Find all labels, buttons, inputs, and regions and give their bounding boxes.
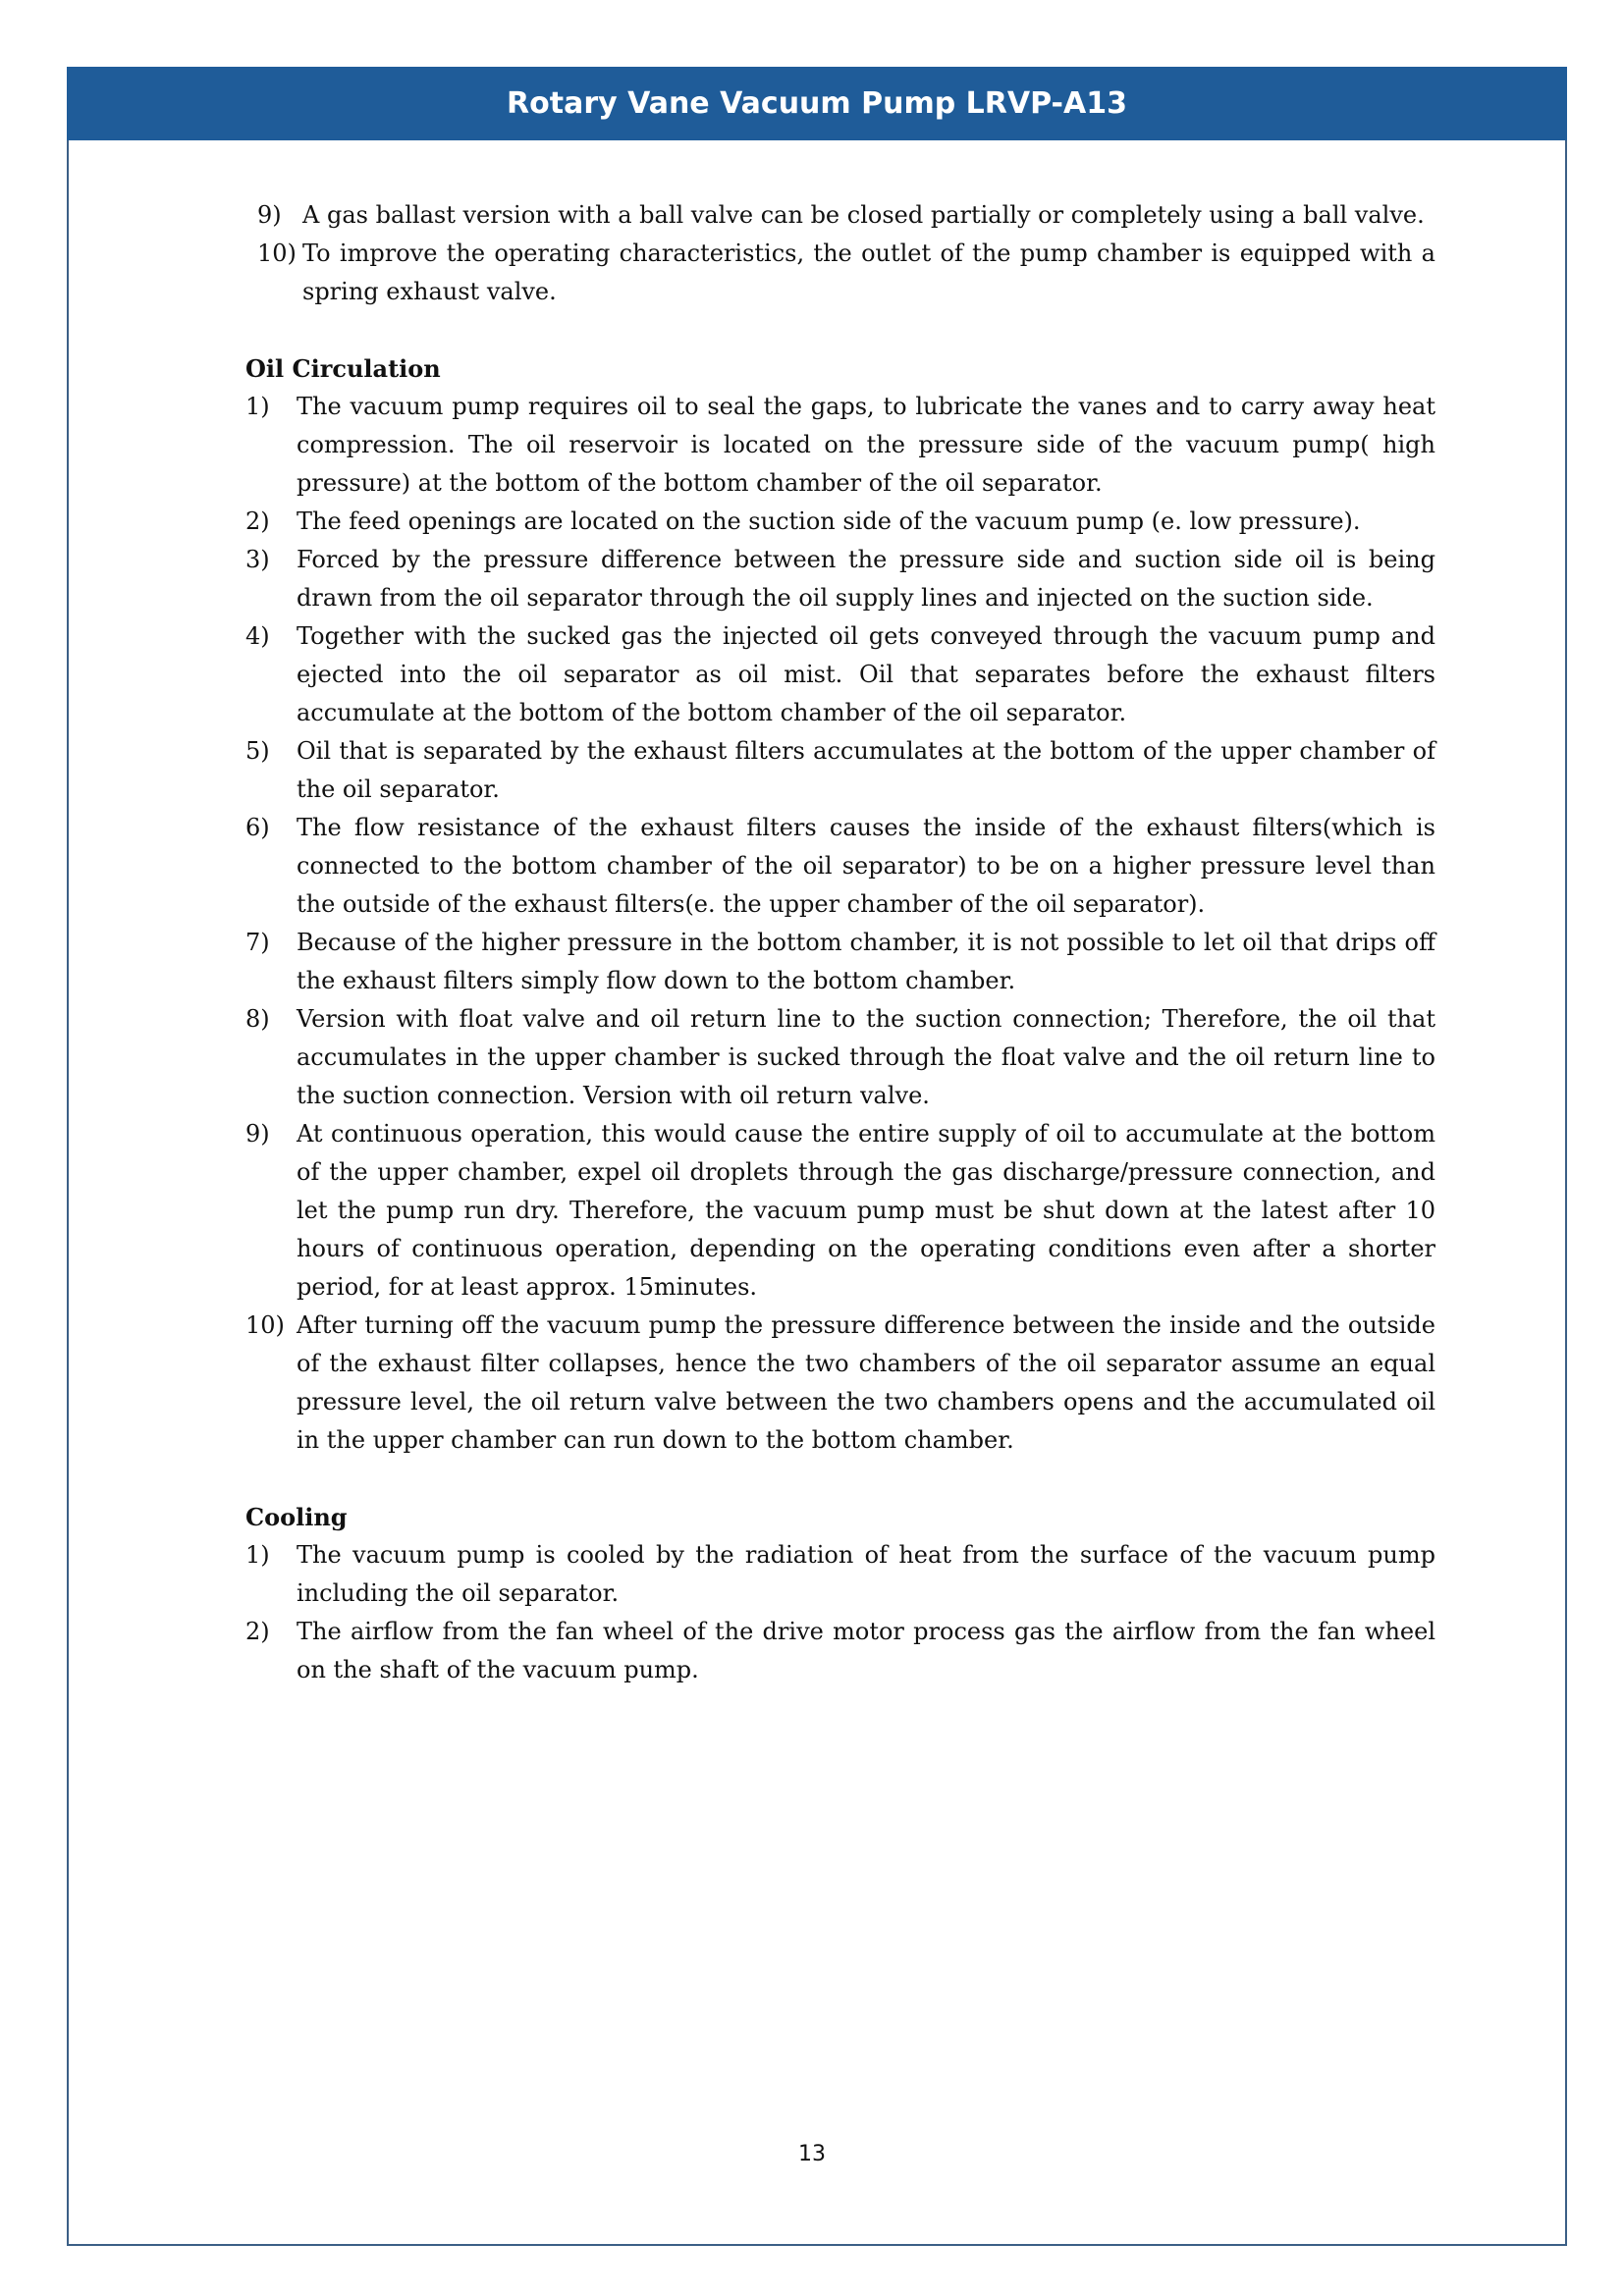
item-text: The vacuum pump is cooled by the radiation of heat from the surface of the vacuum pump including the oil separator. xyxy=(297,1541,1435,1607)
item-text: The flow resistance of the exhaust filters causes the inside of the exhaust filters(which is connected to the bottom chamber of the oil separator) to be on a higher pressure level than the outside of the exhaust filters(e. the upper chamber of the oil separator). xyxy=(297,814,1435,918)
list-item xyxy=(245,809,1435,924)
item-number: 4) xyxy=(245,622,270,650)
item-text: Forced by the pressure difference between the pressure side and suction side oil is being drawn from the oil separator through the oil supply lines and injected on the suction side. xyxy=(297,546,1435,612)
item-number: 2) xyxy=(245,1618,270,1645)
cooling-list xyxy=(245,1536,1435,1689)
list-item xyxy=(245,1307,1435,1460)
item-text: Oil that is separated by the exhaust filters accumulates at the bottom of the upper chamber of the oil separator. xyxy=(297,737,1435,803)
item-number: 6) xyxy=(245,814,270,841)
item-number: 10) xyxy=(245,1311,285,1339)
intro-list xyxy=(245,196,1435,311)
item-text: At continuous operation, this would cause the entire supply of oil to accumulate at the bottom of the upper chamber, expel oil droplets through the gas discharge/pressure connection, and let the pump run dry. Therefore, the vacuum pump must be shut down at the latest after 10 hours of continuous operation, depending on the operating conditions even after a shorter period, for at least approx. 15minutes. xyxy=(297,1120,1435,1301)
item-number: 10) xyxy=(257,240,297,267)
section-heading-cooling: Cooling xyxy=(245,1503,348,1531)
item-number: 9) xyxy=(245,1120,270,1148)
list-item xyxy=(245,235,1435,311)
item-text: After turning off the vacuum pump the pressure difference between the inside and the outside of the exhaust filter collapses, hence the two chambers of the oil separator assume an equal pressure level, the oil return valve between the two chambers opens and the accumulated oil in the upper chamber can run down to the bottom chamber. xyxy=(297,1311,1435,1454)
item-number: 1) xyxy=(245,393,270,420)
item-text: The vacuum pump requires oil to seal the gaps, to lubricate the vanes and to carry away heat compression. The oil reservoir is located on the pressure side of the vacuum pump( high pressure) at the bottom of the bottom chamber of the oil separator. xyxy=(297,393,1435,497)
item-number: 3) xyxy=(245,546,270,573)
section-heading-oil-circulation: Oil Circulation xyxy=(245,354,441,383)
document-title: Rotary Vane Vacuum Pump LRVP-A13 xyxy=(507,86,1127,121)
item-text: To improve the operating characteristics, the outlet of the pump chamber is equipped with a spring exhaust valve. xyxy=(302,240,1435,305)
list-item xyxy=(245,1115,1435,1307)
list-item xyxy=(245,1613,1435,1689)
item-text: Together with the sucked gas the injected oil gets conveyed through the vacuum pump and ejected into the oil separator as oil mist. Oil that separates before the exhaust filters accumulate at the bottom of the bottom chamber of the oil separator. xyxy=(297,622,1435,726)
list-item xyxy=(245,1536,1435,1613)
item-number: 2) xyxy=(245,507,270,535)
item-number: 8) xyxy=(245,1005,270,1033)
item-text: Version with float valve and oil return line to the suction connection; Therefore, the oil that accumulates in the upper chamber is sucked through the float valve and the oil return line to the suction connection. Version with oil return valve. xyxy=(297,1005,1435,1109)
item-text: A gas ballast version with a ball valve can be closed partially or completely using a ball valve. xyxy=(302,201,1425,229)
page-number: 13 xyxy=(798,2142,826,2166)
list-item xyxy=(245,617,1435,732)
list-item xyxy=(245,541,1435,617)
item-number: 1) xyxy=(245,1541,270,1569)
item-text: The airflow from the fan wheel of the drive motor process gas the airflow from the fan wheel on the shaft of the vacuum pump. xyxy=(297,1618,1435,1683)
item-text: The feed openings are located on the suction side of the vacuum pump (e. low pressure). xyxy=(297,507,1361,535)
item-number: 7) xyxy=(245,929,270,956)
page-content xyxy=(245,196,1435,1689)
list-item xyxy=(245,732,1435,809)
item-number: 5) xyxy=(245,737,270,765)
list-item xyxy=(245,196,1435,235)
list-item xyxy=(245,388,1435,503)
list-item xyxy=(245,1000,1435,1115)
item-text: Because of the higher pressure in the bottom chamber, it is not possible to let oil that drips off the exhaust filters simply flow down to the bottom chamber. xyxy=(297,929,1435,994)
list-item xyxy=(245,503,1435,541)
list-item xyxy=(245,924,1435,1000)
oil-circulation-list xyxy=(245,388,1435,1460)
page-header xyxy=(67,67,1567,140)
item-number: 9) xyxy=(257,201,282,229)
